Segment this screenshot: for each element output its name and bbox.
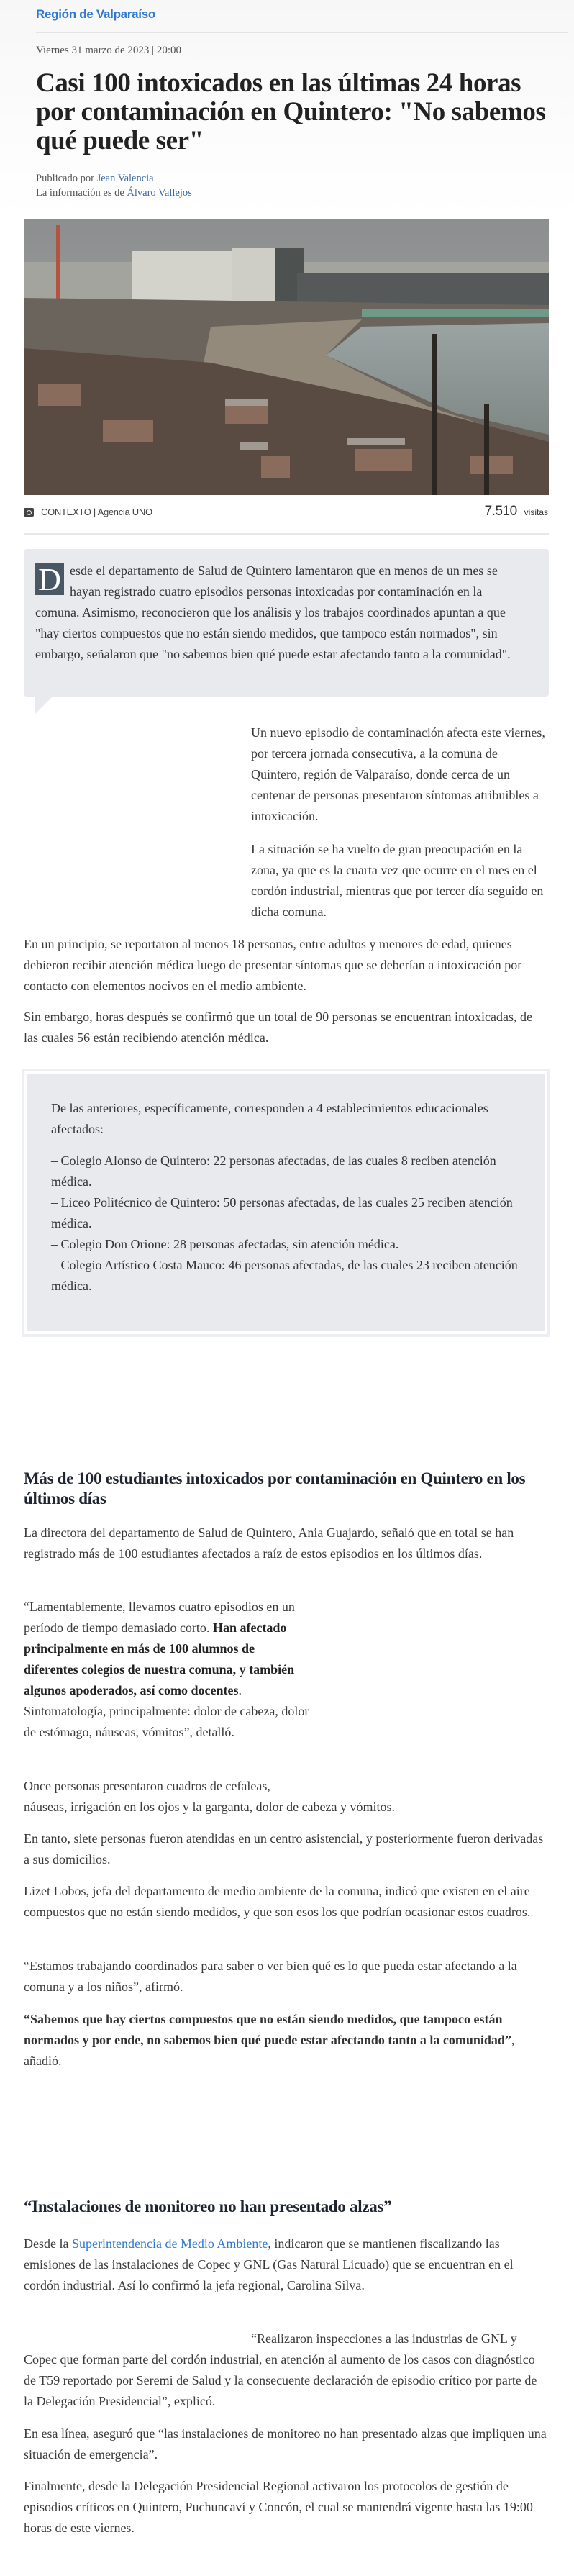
body-paragraph <box>24 2009 549 2072</box>
sma-link[interactable]: Superintendencia de Medio Ambiente <box>71 2236 268 2251</box>
text: , indicaron que se mantienen fiscalizando las emisiones de las instalaciones de Copec y GNL (Gas Natural Licuado) que se encuentran en el cordón industrial. Así lo confirmó la jefa regional, Carolina Silva. <box>24 2236 514 2292</box>
body-paragraph <box>24 1776 549 1818</box>
divider <box>24 533 549 535</box>
dropcap: D <box>35 563 64 595</box>
body-paragraph: Un nuevo episodio de contaminación afecta este viernes, por tercera jornada consecutiva, a la comuna de Quintero, región de Valparaíso, donde cerca de un centenar de personas presentaron síntomas atribuibles a intoxicación. <box>251 725 545 823</box>
visit-counter <box>485 504 548 520</box>
visits-count: 7.510 <box>484 504 517 519</box>
photo-caption <box>24 507 152 517</box>
article-photo <box>24 219 549 495</box>
quote-bold: Han afectado principalmente en más de 100 alumnos de diferentes colegios de nuestra comuna, y también algunos apoderados, así como docentes <box>24 1620 295 1697</box>
lead-text: esde el departamento de Salud de Quintero lamentaron que en menos de un mes se hayan registrado cuatro episodios personas intoxicadas por contaminación en la comuna. Asimismo, reconocieron que los análisis y los trabajos coordinados apuntan a que "hay ciertos compuestos que no están siendo medidos, que tampoco están normados", sin embargo, señalaron que "no sabemos bien qué puede estar afectando tanto a la comunidad". <box>35 563 511 661</box>
quote-paragraph <box>24 1597 311 1743</box>
info-label: La información es de <box>36 187 124 199</box>
school-item: – Colegio Don Orione: 28 personas afectadas, sin atención médica. <box>51 1237 399 1251</box>
section-heading: “Instalaciones de monitoreo no han presentado alzas” <box>24 2198 392 2216</box>
body-paragraph: Sin embargo, horas después se confirmó que un total de 90 personas se encuentran intoxicadas, de las cuales 56 están recibiendo atención médica. <box>24 1010 532 1045</box>
quote-bold: “Sabemos que hay ciertos compuestos que no están siendo medidos, que tampoco están normados y por ende, no sabemos bien qué puede estar afectando tanto a la comunidad” <box>24 2012 511 2047</box>
text: Desde la <box>24 2236 72 2251</box>
quote-start: “Lamentablemente, llevamos cuatro episodios en un período de tiempo demasiado corto. <box>24 1600 295 1635</box>
byline <box>36 171 192 200</box>
body-paragraph: “Estamos trabajando coordinados para saber o ver bien qué es lo que pueda estar afectando a la comuna y a los niños”, afirmó. <box>24 1959 517 1994</box>
body-paragraph: “Realizaron inspecciones a las industrias de GNL y Copec que forman parte del cordón industrial, en atención al aumento de los casos con diagnóstico de T59 reportado por Seremi de Salud y la consecuente declaración de episodio crítico por parte de la Delegación Presidencial”, explicó. <box>24 2331 537 2408</box>
quote-end: . Sintomatología, principalmente: dolor de cabeza, dolor de estómago, náuseas, vómitos”, detalló. <box>24 1683 309 1739</box>
author-link[interactable]: Jean Valencia <box>96 173 154 184</box>
schools-intro: De las anteriores, específicamente, corresponden a 4 establecimientos educacionales afectados: <box>51 1101 488 1136</box>
region-link[interactable]: Región de Valparaíso <box>36 7 155 21</box>
divider <box>36 32 568 33</box>
publish-date: Viernes 31 marzo de 2023 | 20:00 <box>36 45 182 56</box>
body-paragraph: Lizet Lobos, jefa del departamento de medio ambiente de la comuna, indicó que existen en el aire compuestos que no están siendo medidos, y que son esos los que podrían ocasionar estos cuadros. <box>24 1884 531 1919</box>
published-by-label: Publicado por <box>36 173 94 184</box>
line-b: náuseas, irrigación en los ojos y la garganta, dolor de cabeza y vómitos. <box>24 1800 396 1814</box>
section-heading: Más de 100 estudiantes intoxicados por contaminación en Quintero en los últimos días <box>24 1469 526 1507</box>
body-paragraph: La situación se ha vuelto de gran preocupación en la zona, ya que es la cuarta vez que ocurre en el mes en el cordón industrial, mientras que por tercer día seguido en dicha comuna. <box>251 842 544 919</box>
school-item: – Liceo Politécnico de Quintero: 50 personas afectadas, de las cuales 25 reciben atención médica. <box>51 1195 513 1230</box>
article-title: Casi 100 intoxicados en las últimas 24 horas por contaminación en Quintero: "No sabemos qué puede ser" <box>36 68 546 155</box>
line-a: Once personas presentaron cuadros de cefaleas, <box>24 1779 270 1793</box>
school-item: – Colegio Alonso de Quintero: 22 personas afectadas, de las cuales 8 reciben atención médica. <box>51 1153 496 1189</box>
body-paragraph <box>24 2233 549 2296</box>
caption-text: CONTEXTO | Agencia UNO <box>41 507 152 517</box>
body-paragraph: Finalmente, desde la Delegación Presidencial Regional activaron los protocolos de gestión de episodios críticos en Quintero, Puchuncaví y Concón, el cual se mantendrá vigente hasta las 19:00 horas de este viernes. <box>24 2479 533 2535</box>
quote-end: , añadió. <box>24 2033 515 2068</box>
lead-box <box>24 549 549 697</box>
lead-box-tail <box>35 697 53 714</box>
body-paragraph: En tanto, siete personas fueron atendidas en un centro asistencial, y posteriormente fueron derivadas a sus domicilios. <box>24 1831 544 1867</box>
school-item: – Colegio Artístico Costa Mauco: 46 personas afectadas, de las cuales 23 reciben atención médica. <box>51 1258 518 1293</box>
body-paragraph: En un principio, se reportaron al menos 18 personas, entre adultos y menores de edad, quienes debieron recibir atención médica luego de presentar síntomas que se deberían a intoxicación por contacto con elementos nocivos en el medio ambiente. <box>24 937 522 993</box>
source-author-link[interactable]: Álvaro Vallejos <box>127 187 192 199</box>
body-paragraph: En esa línea, aseguró que “las instalaciones de monitoreo no han presentado alzas que impliquen una situación de emergencia”. <box>24 2426 547 2462</box>
body-paragraph: La directora del departamento de Salud de Quintero, Ania Guajardo, señaló que en total se han registrado más de 100 estudiantes afectados a raíz de estos episodios en los últimos días. <box>24 1525 514 1561</box>
camera-icon <box>24 508 34 517</box>
schools-box <box>27 1074 545 1331</box>
visits-label: visitas <box>524 507 548 517</box>
